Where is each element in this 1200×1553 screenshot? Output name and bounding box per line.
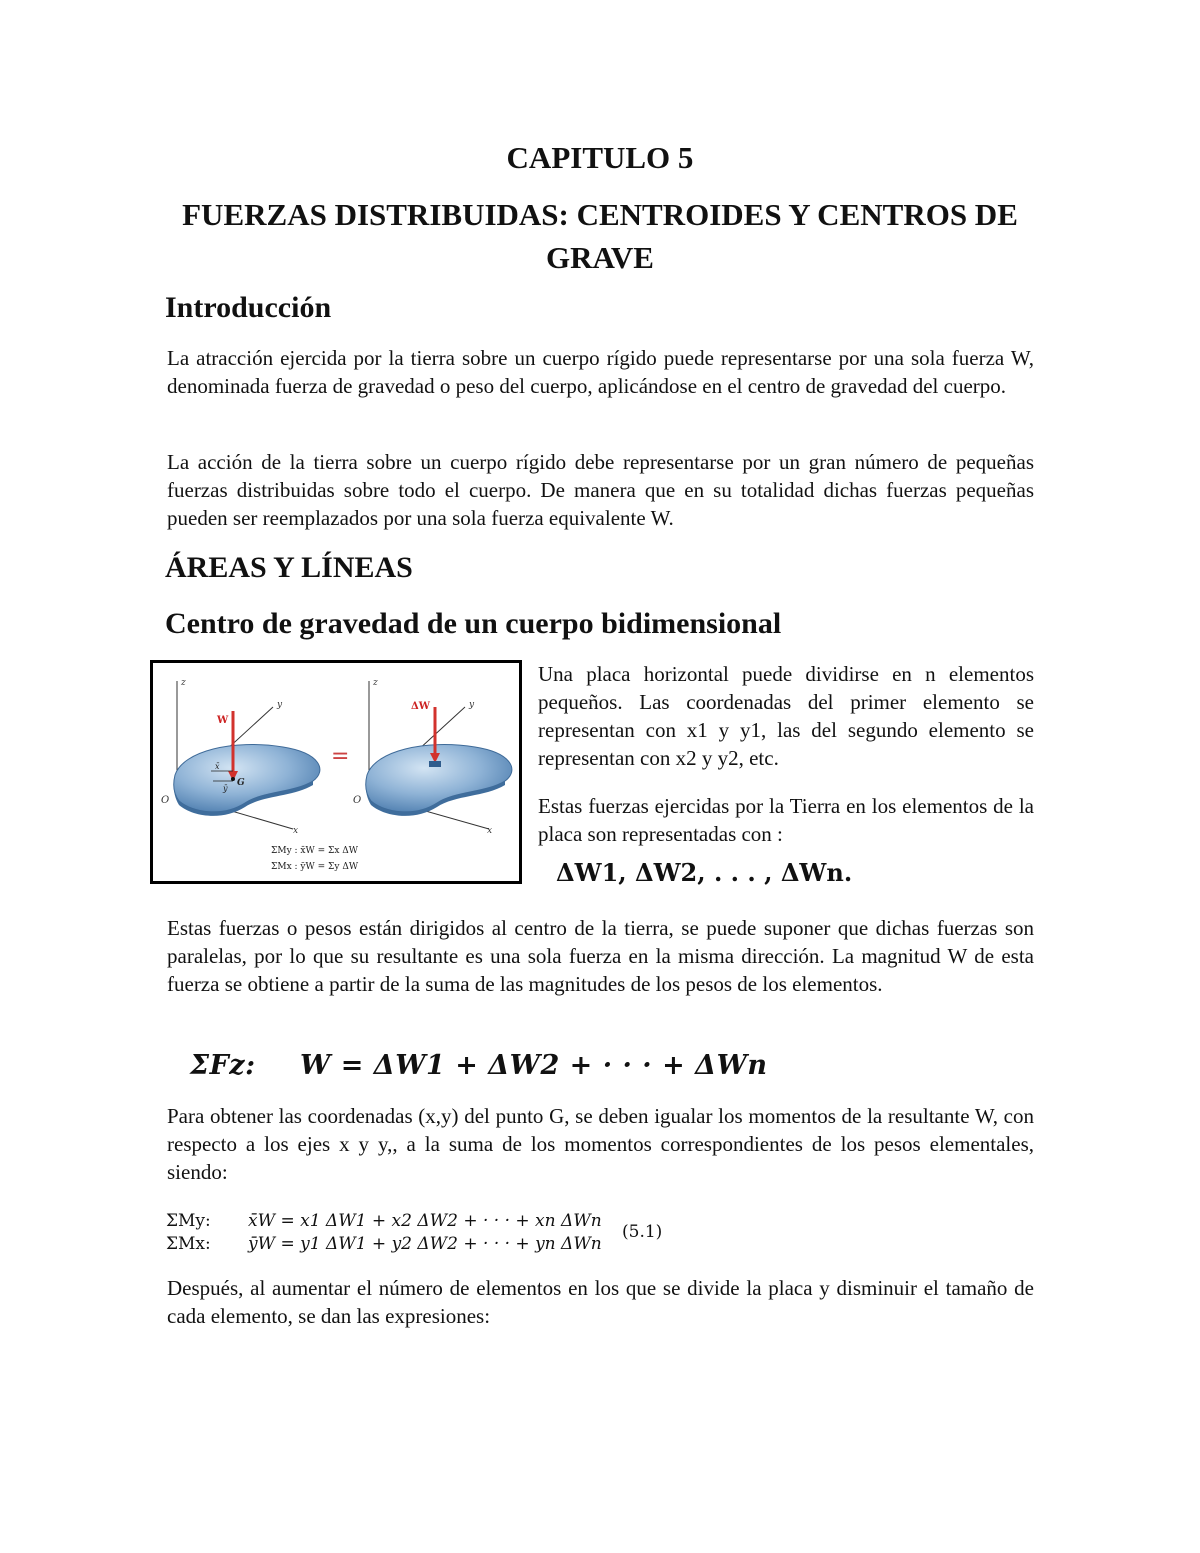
section-subheading: Centro de gravedad de un cuerpo bidimensional [165,607,782,640]
label-x-right: x [487,826,493,836]
side-paragraph-1: Una placa horizontal puede dividirse en n elementos pequeños. Las coordenadas del primer elemento se representan con x1 y y1, las del segundo elemento se representan con x2 y y2, etc. [538,662,1034,770]
moment-mx-equation: ȳW = y1 ΔW1 + y2 ΔW2 + · · · + yn ΔWn [248,1234,602,1254]
sum-fz-equation: W = ΔW1 + ΔW2 + · · · + ΔWn [300,1050,768,1081]
centroid-diagram [153,663,519,881]
right-plate-diagram [353,678,512,836]
moment-my-equation: x̄W = x1 ΔW1 + x2 ΔW2 + · · · + xn ΔWn [248,1211,602,1231]
label-z-left: z [181,678,186,688]
intro-heading: Introducción [165,291,332,324]
element-patch [429,761,441,767]
equation-number: (5.1) [622,1222,663,1242]
label-o-left: O [161,795,170,806]
body-paragraph-3: Estas fuerzas o pesos están dirigidos al centro de la tierra, se puede suponer que dichas fuerzas son paralelas, por lo que su resultante es una sola fuerza en la misma dirección. La magnitud W de esta fuerza se obtiene a partir de la suma de las magnitudes de los pesos de los elementos. [167,916,1034,996]
sum-fz-label: ΣFz: [190,1050,256,1081]
label-z-right: z [373,678,378,688]
figure-caption-line2: ΣMx : ȳW = Σy ΔW [271,862,359,872]
chapter-heading: CAPITULO 5 [506,140,694,175]
side-paragraph-2: Estas fuerzas ejercidas por la Tierra en los elementos de la placa son representadas con : [538,794,1034,846]
moment-mx-label: ΣMx: [166,1234,211,1254]
label-w: W [217,715,229,726]
label-y-right: y [469,700,475,710]
label-g: G [237,778,245,788]
equals-sign: = [331,744,350,769]
body-paragraph-5: Después, al aumentar el número de elementos en los que se divide la placa y disminuir el tamaño de cada elemento, se dan las expresiones: [167,1276,1034,1328]
label-dw: ΔW [411,701,430,712]
figure-caption-line1: ΣMy : x̄W = Σx ΔW [271,846,359,856]
chapter-title [160,193,1040,279]
chapter-title-line2: GRAVE [546,240,654,275]
left-plate [174,745,320,812]
label-ybar: ȳ [223,784,228,793]
centroid-figure [150,660,522,884]
label-x-left: x [293,826,299,836]
moment-my-label: ΣMy: [166,1211,211,1231]
chapter-title-line1: FUERZAS DISTRIBUIDAS: CENTROIDES Y CENTROS DE [182,197,1018,232]
left-plate-diagram [161,678,320,836]
intro-paragraph-2: La acción de la tierra sobre un cuerpo rígido debe representarse por un gran número de pequeñas fuerzas distribuidas sobre todo el cuerpo. De manera que en su totalidad dichas fuerzas pequeñas pueden ser reemplazados por una sola fuerza equivalente W. [167,450,1034,530]
intro-paragraph-1: La atracción ejercida por la tierra sobre un cuerpo rígido puede representarse por una sola fuerza W, denominada fuerza de gravedad o peso del cuerpo, aplicándose en el centro de gravedad del cuerpo. [167,346,1034,398]
label-y-left: y [277,700,283,710]
section-heading: ÁREAS Y LÍNEAS [165,551,413,584]
label-xbar: x̄ [215,762,220,771]
label-o-right: O [353,795,362,806]
delta-w-series: ΔW1, ΔW2, . . . , ΔWn. [556,858,853,887]
body-paragraph-4: Para obtener las coordenadas (x,y) del punto G, se deben igualar los momentos de la resultante W, con respecto a los ejes x y y,, a la suma de los momentos correspondientes de los pesos elementales, siendo: [167,1104,1034,1184]
centroid-g [231,777,235,781]
